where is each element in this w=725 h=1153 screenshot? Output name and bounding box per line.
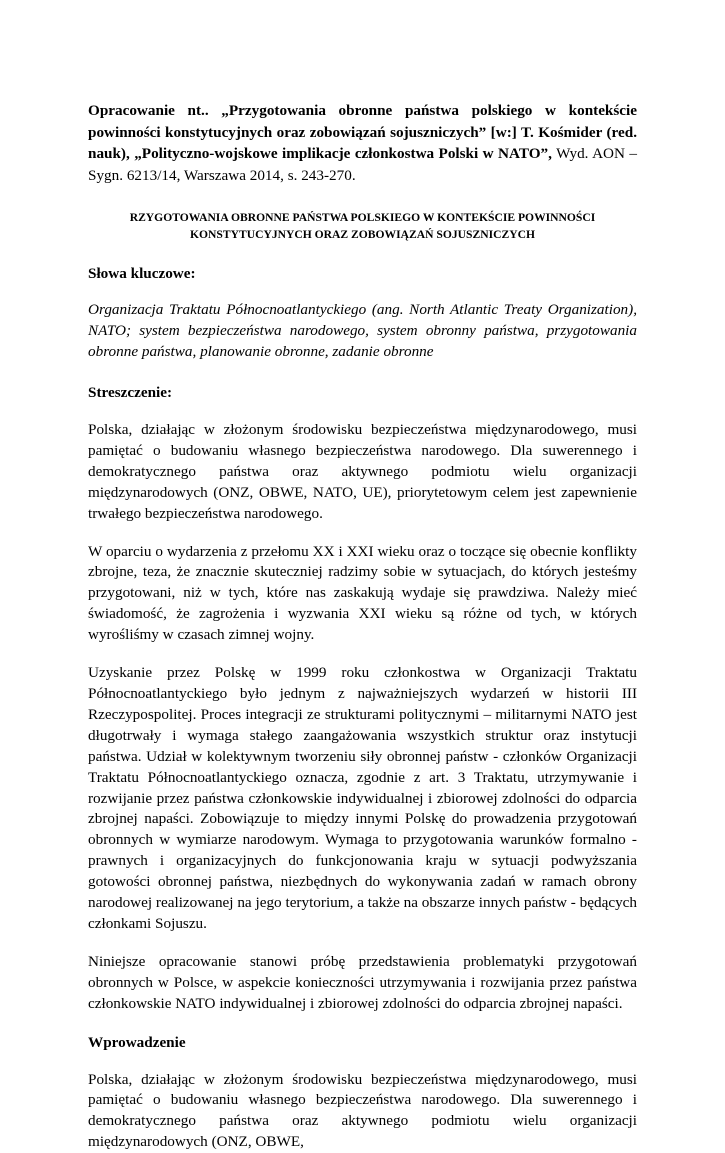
title-line-1: RZYGOTOWANIA OBRONNE PAŃSTWA POLSKIEGO W KONTEKŚCIE POWINNOŚCI <box>129 211 596 224</box>
abstract-paragraph-4: Niniejsze opracowanie stanowi próbę przedstawienia problematyki przygotowań obronnych w Polsce, w aspekcie konieczności utrzymywania i rozwijania przez państwa członkowskie NATO indywidualnej i zbiorowej zdolności do odparcia zbrojnej napaści. <box>88 952 637 1012</box>
keywords-text: Organizacja Traktatu Północnoatlantyckiego (ang. North Atlantic Treaty Organization), NATO; system bezpieczeństwa narodowego, system obronny państwa, przygotowania obronne państwa, planowanie obronne, zadanie obronne <box>88 301 637 360</box>
abstract-paragraph-1: Polska, działając w złożonym środowisku bezpieczeństwa międzynarodowego, musi pamiętać o budowaniu własnego bezpieczeństwa narodowego. Dla suwerennego i demokratycznego państwa oraz aktywnego podmiotu wielu organizacji międzynarodowych (ONZ, OBWE, NATO, UE), priorytetowym celem jest zapewnienie trwałego bezpieczeństwa narodowego. <box>88 421 637 522</box>
abstract-heading: Streszczenie: <box>88 384 173 401</box>
abstract-paragraph-2: W oparciu o wydarzenia z przełomu XX i XXI wieku oraz o toczące się obecnie konflikty zbrojne, teza, że znacznie skuteczniej radzimy sobie w sytuacjach, do których jesteśmy przygotowani, niż w tych, które nas zaskakują wydaje się prawdziwa. Należy mieć świadomość, że zagrożenia i wyzwania XXI wieku są różne od tych, w których wyrośliśmy w czasach zimnej wojny. <box>88 542 637 644</box>
introduction-paragraph: Polska, działając w złożonym środowisku bezpieczeństwa międzynarodowego, musi pamiętać o budowaniu własnego bezpieczeństwa narodowego. Dla suwerennego i demokratycznego państwa oraz aktywnego podmiotu wielu organizacji międzynarodowych (ONZ, OBWE, <box>88 1070 637 1151</box>
citation-header <box>88 100 637 186</box>
keywords-heading: Słowa kluczowe: <box>88 265 196 282</box>
abstract-paragraph-3: Uzyskanie przez Polskę w 1999 roku członkostwa w Organizacji Traktatu Północnoatlantyckiego było jednym z najważniejszych wydarzeń w historii III Rzeczypospolitej. Proces integracji ze strukturami politycznymi – militarnymi NATO jest długotrwały i wymaga stałego zaangażowania wszystkich struktur oraz instytucji państwa. Udział w kolektywnym tworzeniu siły obronnej państw - członków Organizacji Traktatu Północnoatlantyckiego oznacza, zgodnie z art. 3 Traktatu, utrzymywanie i rozwijanie przez państwa członkowskie indywidualnej i zbiorowej zdolności do odparcia zbrojnej napaści. Zobowiązuje to między innymi Polskę do prowadzenia przygotowań obronnych w wymiarze narodowym. Wymaga to przygotowania warunków formalno - prawnych i organizacyjnych do funkcjonowania kraju w sytuacji podwyższania gotowości obronnej państwa, niezbędnych do wykonywania zadań w ramach obrony narodowej realizowanej na jego terytorium, a także na obszarze innych państw - będących członkami Sojuszu. <box>88 664 637 932</box>
citation-lead: Opracowanie nt.. „Przygotowania obronne państwa polskiego w kontekście powinności konstytucyjnych oraz zobowiązań sojuszniczych” [w:] T. Kośmider (red. nauk), „Polityczno-wojskowe implikacje członkostwa Polski w NATO”, <box>88 102 637 162</box>
introduction-heading: Wprowadzenie <box>88 1033 186 1051</box>
citation-publisher: Wyd. AON – Sygn. 6213/14, Warszawa 2014, s. 243-270. <box>88 145 637 184</box>
title-line-2: KONSTYTUCYJNYCH ORAZ ZOBOWIĄZAŃ SOJUSZNICZYCH <box>190 227 535 241</box>
document-title <box>88 210 637 243</box>
